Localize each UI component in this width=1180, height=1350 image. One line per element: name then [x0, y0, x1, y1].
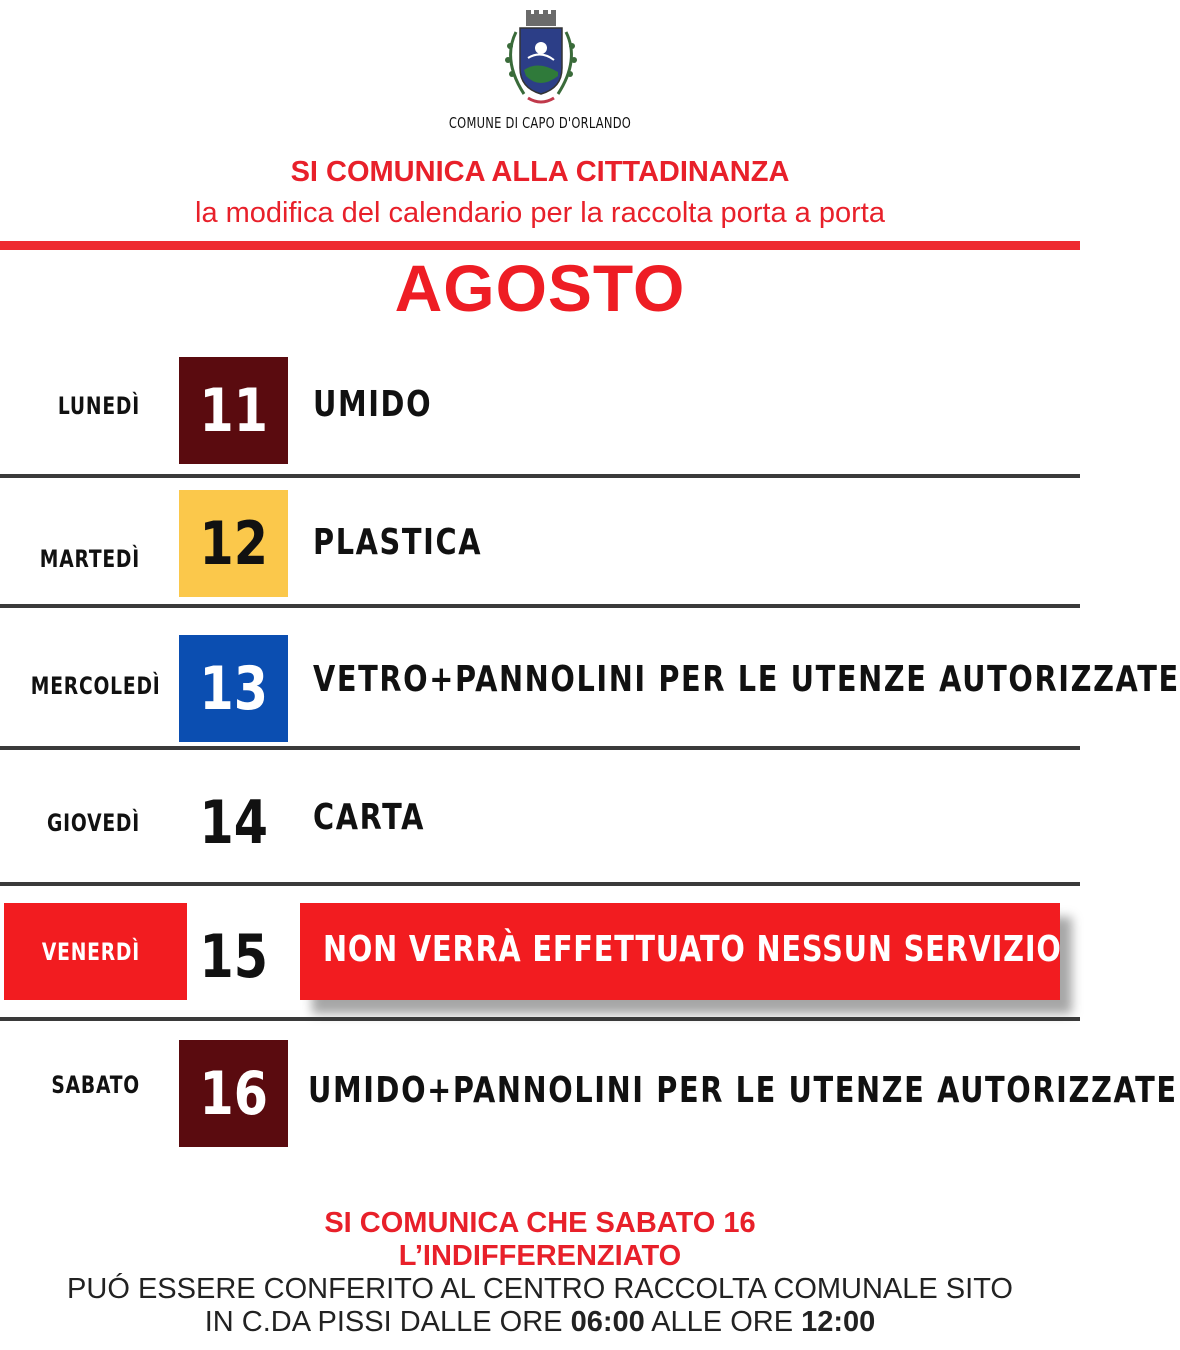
month-title: AGOSTO — [394, 251, 686, 325]
row-divider — [0, 474, 1080, 478]
service-label: PLASTICA — [313, 522, 483, 563]
date-box — [179, 1040, 288, 1147]
time-end: 12:00 — [801, 1306, 876, 1338]
date-box — [179, 769, 288, 876]
footer-info-line4 — [0, 1306, 1080, 1339]
service-label: VETRO+PANNOLINI PER LE UTENZE AUTORIZZATE — [313, 659, 1180, 700]
date-number: 16 — [199, 1058, 268, 1129]
comune-name: COMUNE DI CAPO D'ORLANDO — [448, 114, 632, 132]
date-number: 15 — [199, 921, 268, 992]
row-divider — [0, 1017, 1080, 1021]
date-number: 14 — [199, 787, 268, 858]
municipal-crest-icon — [498, 10, 584, 110]
service-label: NON VERRÀ EFFETTUATO NESSUN SERVIZIO — [323, 929, 1062, 970]
day-label: SABATO — [51, 1071, 140, 1099]
service-label: CARTA — [313, 797, 426, 838]
time-start: 06:00 — [570, 1306, 645, 1338]
header — [0, 0, 1080, 229]
service-label: UMIDO+PANNOLINI PER LE UTENZE AUTORIZZATE — [308, 1070, 1178, 1111]
day-label: MARTEDÌ — [39, 545, 140, 573]
footer-line4-mid: ALLE ORE — [644, 1306, 802, 1338]
footer-info-line3: PUÓ ESSERE CONFERITO AL CENTRO RACCOLTA COMUNALE SITO — [67, 1273, 1013, 1305]
day-label: GIOVEDÌ — [47, 809, 140, 837]
row-divider — [0, 746, 1080, 750]
day-label: MERCOLEDÌ — [30, 672, 161, 700]
day-label: LUNEDÌ — [57, 392, 140, 420]
notice-title: SI COMUNICA ALLA CITTADINANZA — [290, 156, 790, 188]
service-label: UMIDO — [313, 384, 433, 425]
date-number: 13 — [199, 653, 268, 724]
day-label: VENERDÌ — [41, 938, 141, 966]
row-divider — [0, 882, 1080, 886]
row-divider — [0, 604, 1080, 608]
footer-notice-line1: SI COMUNICA CHE SABATO 16 — [324, 1207, 756, 1239]
footer-notice-line2: L’INDIFFERENZIATO — [398, 1240, 682, 1272]
date-box — [179, 903, 288, 1010]
date-number: 11 — [199, 375, 268, 446]
date-box — [179, 357, 288, 464]
date-box — [179, 490, 288, 597]
date-box — [179, 635, 288, 742]
header-divider — [0, 241, 1080, 250]
footer-line4-prefix: IN C.DA PISSI DALLE ORE — [204, 1306, 571, 1338]
notice-subtitle: la modifica del calendario per la raccolta porta a porta — [195, 197, 885, 229]
date-number: 12 — [199, 508, 268, 579]
